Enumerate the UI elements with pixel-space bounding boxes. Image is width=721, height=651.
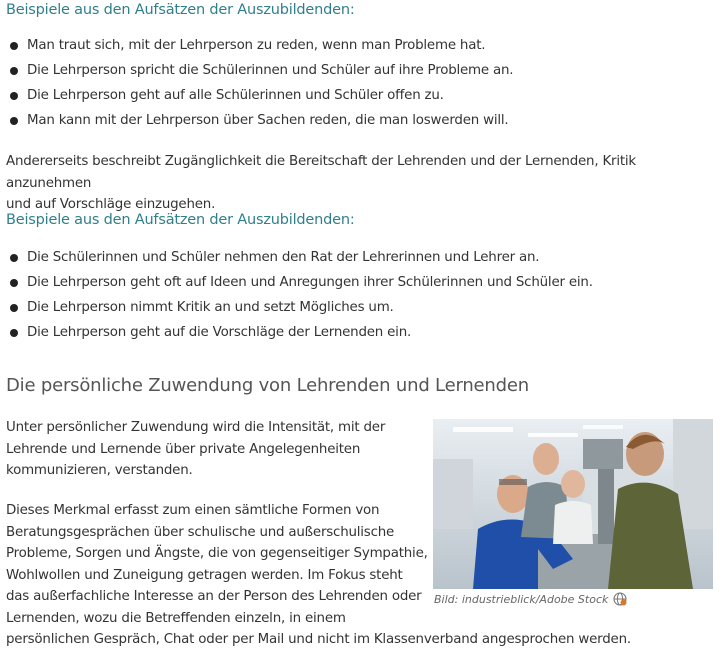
globe-icon[interactable] xyxy=(613,592,627,606)
image-caption: Bild: industrieblick/Adobe Stock xyxy=(434,592,627,606)
bullet-icon xyxy=(10,42,18,50)
bullet-icon xyxy=(10,117,18,125)
section-title: Die persönliche Zuwendung von Lehrenden und Lernenden xyxy=(6,375,529,396)
list-item: Die Lehrperson geht auf die Vorschläge der Lernenden ein. xyxy=(8,322,593,347)
examples-heading-1: Beispiele aus den Aufsätzen der Auszubildenden: xyxy=(6,2,355,18)
bullet-icon xyxy=(10,92,18,100)
workshop-photo xyxy=(433,419,713,589)
bullet-icon xyxy=(10,329,18,337)
bullet-icon xyxy=(10,254,18,262)
list-item: Man kann mit der Lehrperson über Sachen reden, die man loswerden will. xyxy=(8,110,513,135)
list-item: Die Lehrperson geht auf alle Schülerinnen und Schüler offen zu. xyxy=(8,85,513,110)
list-item: Die Lehrperson geht oft auf Ideen und Anregungen ihrer Schülerinnen und Schüler ein. xyxy=(8,272,593,297)
photo-illustration xyxy=(433,419,713,589)
list-item: Die Lehrperson nimmt Kritik an und setzt Mögliches um. xyxy=(8,297,593,322)
bullet-icon xyxy=(10,67,18,75)
bullet-icon xyxy=(10,279,18,287)
paragraph-intro: Unter persönlicher Zuwendung wird die Intensität, mit der Lehrende und Lernende über private Angelegenheiten kommunizieren, verstanden. xyxy=(6,420,386,478)
paragraph-accessibility: Andererseits beschreibt Zugänglichkeit die Bereitschaft der Lehrenden und der Lernenden, Kritik anzunehmen und auf Vorschläge einzugehen. xyxy=(6,154,636,212)
bullet-icon xyxy=(10,304,18,312)
examples-list-2 xyxy=(8,247,593,347)
list-item: Die Lehrperson spricht die Schülerinnen und Schüler auf ihre Probleme an. xyxy=(8,60,513,85)
paragraph-body: Dieses Merkmal erfasst zum einen sämtliche Formen von Beratungsgesprächen über schulische und außerschulische Probleme, Sorgen und Ängste, die von gegenseitiger Sympathie, Wohlwollen und Zuneigung getragen werden. Im Fokus steht das außerfachliche Interesse an der Person des Lehrenden oder Lernenden, wozu die Betreffenden einzeln, in einem persönlichen Gespräch, Chat oder per Mail und nicht im Klassenverband angesprochen werden. xyxy=(6,503,631,647)
list-item: Man traut sich, mit der Lehrperson zu reden, wenn man Probleme hat. xyxy=(8,35,513,60)
examples-list-1 xyxy=(8,35,513,135)
examples-heading-2: Beispiele aus den Aufsätzen der Auszubildenden: xyxy=(6,212,355,228)
list-item: Die Schülerinnen und Schüler nehmen den Rat der Lehrerinnen und Lehrer an. xyxy=(8,247,593,272)
